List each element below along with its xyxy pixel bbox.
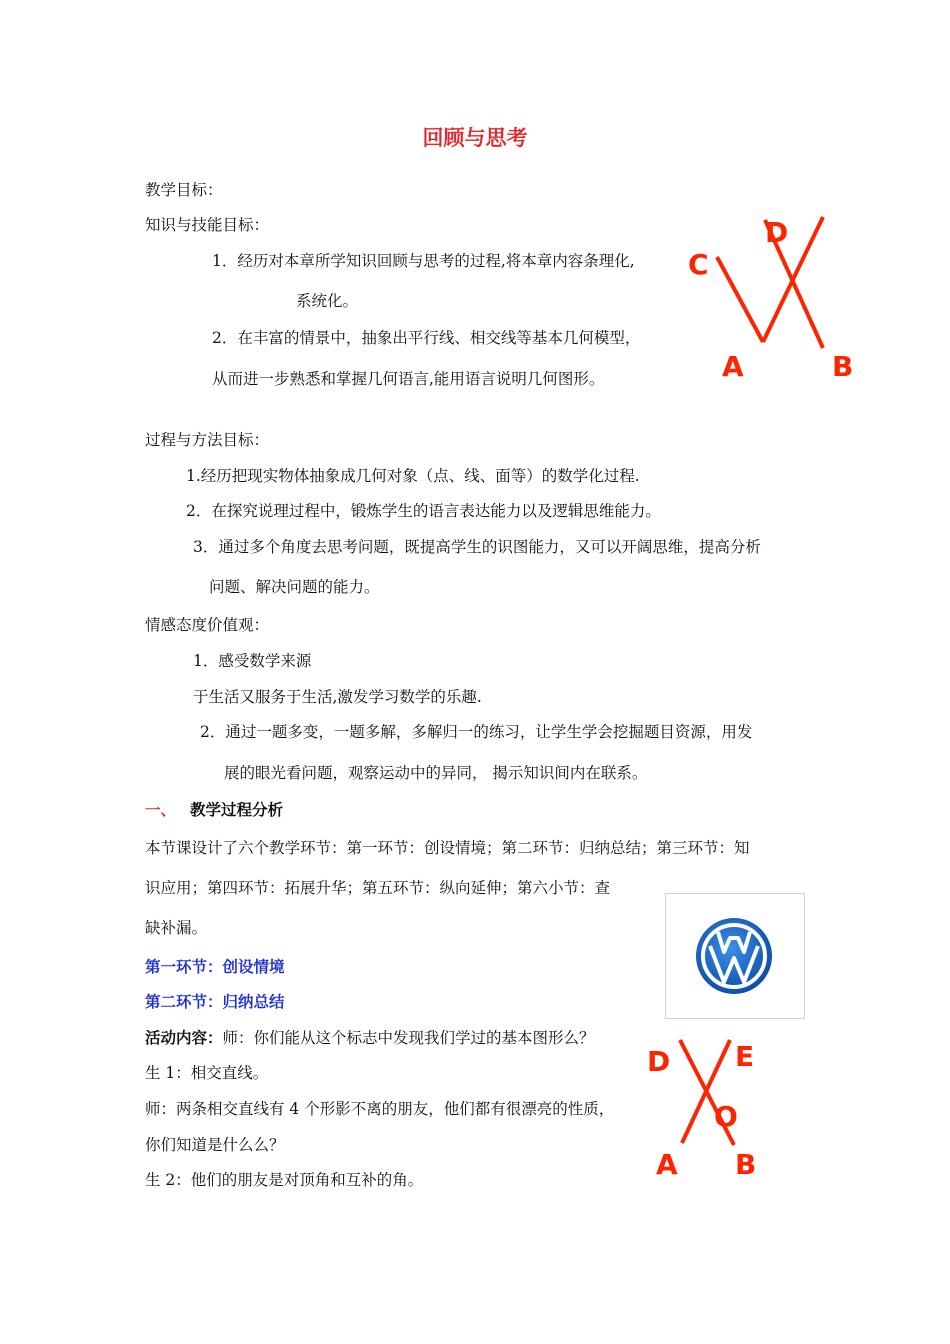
paragraph-line: 问题、解决问题的能力。 xyxy=(209,578,380,596)
paragraph-line: 1．经历对本章所学知识回顾与思考的过程,将本章内容条理化, xyxy=(212,252,635,270)
paragraph-line: 2．在丰富的情景中，抽象出平行线、相交线等基本几何模型， xyxy=(212,329,641,347)
paragraph-line: 2．在探究说理过程中，锻炼学生的语言表达能力以及逻辑思维能力。 xyxy=(186,502,661,520)
activity-label: 活动内容： xyxy=(145,1029,223,1047)
paragraph-line: 展的眼光看问题，观察运动中的异同， 揭示知识间内在联系。 xyxy=(224,764,648,782)
heading-attitude-goals: 情感态度价值观： xyxy=(145,616,270,634)
paragraph-line: 缺补漏。 xyxy=(145,919,208,937)
label-o: O xyxy=(714,1100,738,1133)
label-a: A xyxy=(722,350,744,383)
paragraph-line: 1.经历把现实物体抽象成几何对象（点、线、面等）的数学化过程. xyxy=(186,467,640,485)
activity-text: 师：你们能从这个标志中发现我们学过的基本图形么？ xyxy=(222,1029,595,1047)
logo-image xyxy=(665,893,805,1019)
paragraph-line: 3．通过多个角度去思考问题，既提高学生的识图能力，又可以开阔思维，提高分析 xyxy=(193,538,761,556)
heading-process-goals: 过程与方法目标： xyxy=(145,431,270,449)
subsection-heading-2: 第二环节：归纳总结 xyxy=(145,993,285,1011)
section-heading: 教学过程分析 xyxy=(190,801,284,819)
dialog-line: 你们知道是什么么？ xyxy=(145,1136,285,1154)
label-d: D xyxy=(647,1045,671,1078)
dialog-line: 生 2：他们的朋友是对顶角和互补的角。 xyxy=(145,1171,424,1189)
paragraph-line: 2．通过一题多变，一题多解，多解归一的练习，让学生学会挖掘题目资源，用发 xyxy=(200,723,753,741)
paragraph-line: 识应用；第四环节：拓展升华；第五环节：纵向延伸；第六小节：查 xyxy=(145,879,611,897)
label-c: C xyxy=(688,248,709,281)
label-a: A xyxy=(656,1148,678,1181)
paragraph-line: 从而进一步熟悉和掌握几何语言,能用语言说明几何图形。 xyxy=(212,370,605,388)
dialog-line: 师：两条相交直线有 4 个形影不离的朋友，他们都有很漂亮的性质， xyxy=(145,1100,615,1118)
dialog-line: 生 1：相交直线。 xyxy=(145,1064,269,1082)
vw-logo-icon xyxy=(666,894,804,1018)
line-ca xyxy=(717,257,763,342)
label-b: B xyxy=(735,1148,757,1181)
paragraph-line: 于生活又服务于生活,激发学习数学的乐趣. xyxy=(193,688,482,706)
heading-knowledge-goals: 知识与技能目标： xyxy=(145,216,270,234)
section-number: 一、 xyxy=(145,801,177,819)
label-d: D xyxy=(765,216,789,249)
label-b: B xyxy=(832,350,854,383)
activity-line xyxy=(145,1028,595,1048)
paragraph-line: 系统化。 xyxy=(296,292,359,310)
subsection-heading-1: 第一环节：创设情境 xyxy=(145,958,285,976)
paragraph-line: 1．感受数学来源 xyxy=(193,652,312,670)
heading-teaching-goals: 教学目标： xyxy=(145,181,223,199)
paragraph-line: 本节课设计了六个教学环节：第一环节：创设情境；第二环节：归纳总结；第三环节：知 xyxy=(145,839,750,857)
page-title: 回顾与思考 xyxy=(422,126,528,150)
label-e: E xyxy=(735,1040,755,1073)
geometry-figure-2 xyxy=(660,1025,780,1155)
